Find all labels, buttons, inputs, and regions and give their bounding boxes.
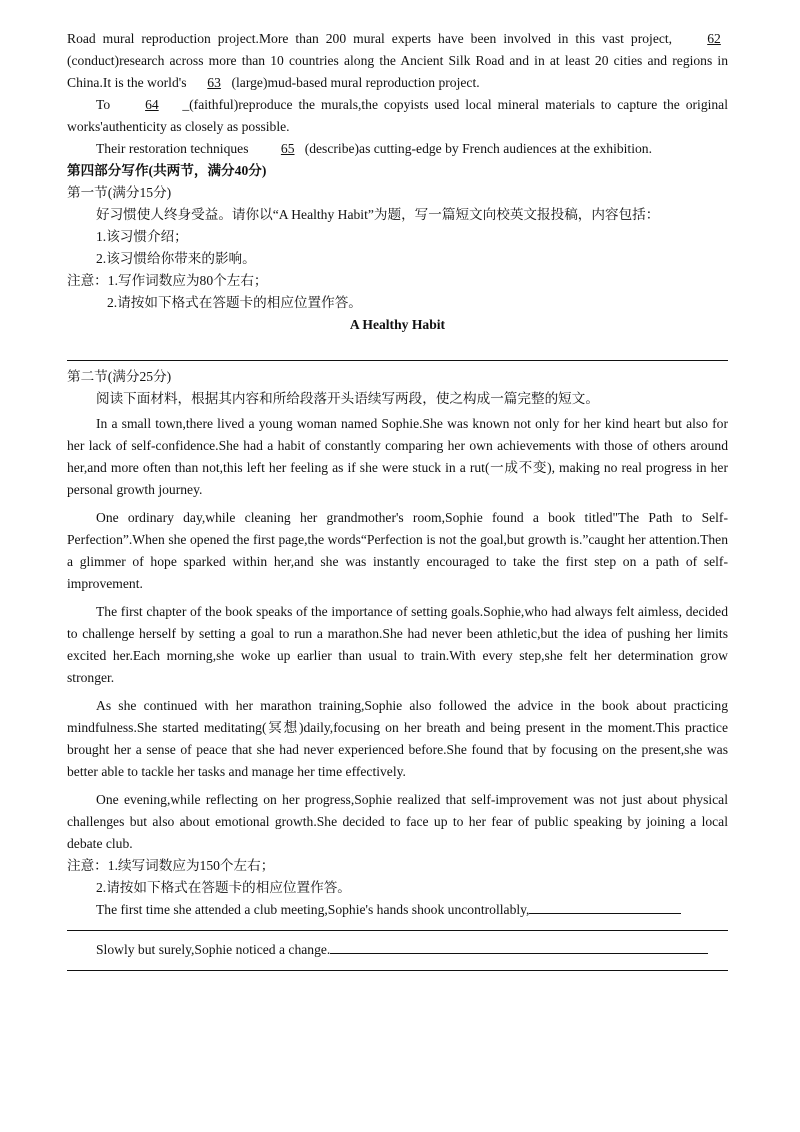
text: The first time she attended a club meeting,Sophie's hands shook uncontrollably,: [96, 902, 530, 917]
answer-blank: [529, 901, 681, 914]
blank-64: 64: [145, 97, 159, 112]
continuation-opening-2: [67, 939, 728, 961]
section1-item-2: 2.该习惯给你带来的影响。: [96, 251, 256, 266]
blank-62: 62: [707, 31, 721, 46]
section1-title: 第一节(满分15分): [67, 185, 172, 200]
story-paragraph: As she continued with her marathon training,Sophie also followed the advice in the book about practicing mindfulness.She started meditating(冥想)daily,focusing on her breath and being present in the moment.This practice brought her a sense of peace that she had never experienced before.She found that by focusing on the present,she was better able to tackle her tasks and manage her time effectively.: [67, 698, 728, 779]
text: _(faithful)reproduce the murals,the copyists used local mineral materials to capture the original works'authenticity as closely as possible.: [67, 97, 728, 134]
answer-blank: [330, 941, 708, 954]
section2-note-1: 注意：1.续写词数应为150个左右；: [67, 858, 275, 873]
section1-prompt: 好习惯使人终身受益。请你以“A Healthy Habit”为题，写一篇短文向校英文报投稿，内容包括：: [96, 207, 660, 222]
text: Their restoration techniques: [96, 141, 249, 156]
part-title: 第四部分写作(共两节，满分40分): [67, 163, 267, 178]
grammar-paragraph-3: [67, 138, 728, 160]
story-paragraph: In a small town,there lived a young woman named Sophie.She was known not only for her kind heart but also for her lack of self-confidence.She had a habit of constantly comparing her own achievements with those of others around her,and more often than not,this left her feeling as if she were stuck in a rut(一成不变), making no real progress in her personal growth journey.: [67, 416, 728, 497]
section1-note-1: 注意：1.写作词数应为80个左右；: [67, 273, 268, 288]
text: To: [96, 97, 111, 112]
section1-note-2: 2.请按如下格式在答题卡的相应位置作答。: [107, 295, 362, 310]
section2-note-2: 2.请按如下格式在答题卡的相应位置作答。: [96, 880, 351, 895]
blank-65: 65: [280, 141, 295, 156]
text: (large)mud-based mural reproduction project.: [231, 75, 480, 90]
grammar-paragraph-2: [67, 94, 728, 138]
text: (conduct)research across more than 10 countries along the Ancient Silk Road and in at least 20 cities and regions in China.It is the world's: [67, 53, 728, 90]
text: (describe)as cutting-edge by French audiences at the exhibition.: [304, 141, 652, 156]
blank-63: 63: [207, 75, 221, 90]
continuation-opening-1: [67, 899, 728, 921]
story-paragraph: One ordinary day,while cleaning her grandmother's room,Sophie found a book titled"The Path to Self-Perfection”.When she opened the first page,the words“Perfection is not the goal,but growth is.”caught her attention.Then a glimmer of hope sparked within her,and she was instantly encouraged to take the first step on a path of self-improvement.: [67, 510, 728, 591]
grammar-paragraph-1: [67, 28, 728, 94]
story-paragraph: The first chapter of the book speaks of the importance of setting goals.Sophie,who had always felt aimless, decided to challenge herself by setting a goal to run a marathon.She had never been athletic,but the idea of pushing her limits excited her.Each morning,she woke up earlier than usual to train.With every step,she felt her determination grow stronger.: [67, 604, 728, 685]
section1-item-1: 1.该习惯介绍；: [96, 229, 188, 244]
section2-title: 第二节(满分25分): [67, 369, 172, 384]
text: Slowly but surely,Sophie noticed a change.: [96, 942, 331, 957]
essay-title: A Healthy Habit: [349, 317, 446, 332]
answer-line: [67, 970, 728, 971]
exam-page: [67, 28, 728, 971]
story-paragraph: One evening,while reflecting on her progress,Sophie realized that self-improvement was not just about physical challenges but also about emotional growth.She decided to face up to her fear of public speaking by joining a local debate club.: [67, 792, 728, 851]
text: Road mural reproduction project.More than 200 mural experts have been involved in this vast project,: [67, 31, 673, 46]
section2-prompt: 阅读下面材料，根据其内容和所给段落开头语续写两段，使之构成一篇完整的短文。: [96, 391, 599, 406]
